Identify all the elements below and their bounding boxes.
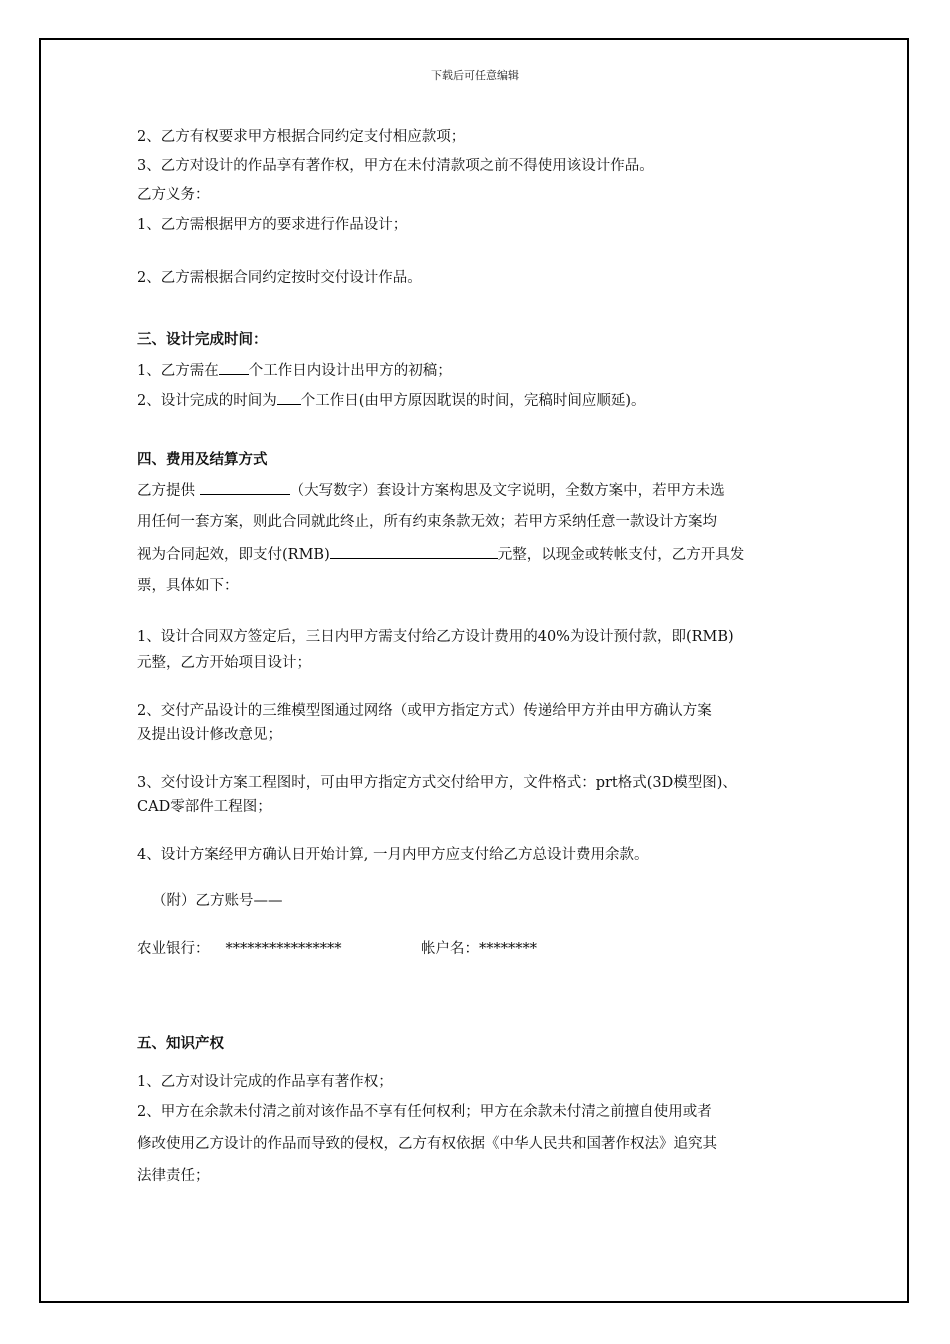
fee-para-line-3 bbox=[137, 544, 744, 565]
blank-amount bbox=[330, 544, 498, 559]
right-2: 2、乙方有权要求甲方根据合同约定支付相应款项； bbox=[137, 129, 466, 145]
blank-days-total bbox=[277, 390, 301, 405]
pay-item-3b: CAD零部件工程图； bbox=[137, 799, 272, 815]
time-line-2-start: 2、设计完成的时间为 bbox=[137, 393, 277, 409]
time-line-1-end: 个工作日内设计出甲方的初稿； bbox=[248, 363, 452, 379]
pay-item-1a: 1、设计合同双方签定后，三日内甲方需支付给乙方设计费用的40%为设计预付款，即(RMB) bbox=[137, 629, 734, 645]
time-line-1-start: 1、乙方需在 bbox=[137, 363, 219, 379]
fee-para-1-end: （大写数字）套设计方案构思及文字说明，全数方案中，若甲方未选 bbox=[289, 483, 725, 499]
page-header: 下载后可任意编辑 bbox=[431, 69, 519, 82]
account-title: （附）乙方账号—— bbox=[152, 893, 283, 909]
duty-title: 乙方义务： bbox=[137, 187, 210, 203]
pay-item-3a: 3、交付设计方案工程图时，可由甲方指定方式交付给甲方，文件格式：prt格式(3D模型图)、 bbox=[137, 775, 737, 791]
pay-item-2b: 及提出设计修改意见； bbox=[137, 727, 282, 743]
fee-para-line-1 bbox=[137, 480, 725, 501]
time-line-2 bbox=[137, 390, 646, 411]
right-3: 3、乙方对设计的作品享有著作权，甲方在未付清款项之前不得使用该设计作品。 bbox=[137, 158, 654, 174]
section-3-title: 三、设计完成时间： bbox=[137, 331, 268, 348]
bank-label: 农业银行： bbox=[137, 941, 210, 957]
bank-value: **************** bbox=[225, 941, 342, 957]
duty-1: 1、乙方需根据甲方的要求进行作品设计； bbox=[137, 217, 408, 233]
fee-para-1-start: 乙方提供 bbox=[137, 483, 200, 499]
fee-para-3-start: 视为合同起效，即支付(RMB) bbox=[137, 547, 330, 563]
account-name-label: 帐户名： bbox=[421, 941, 479, 957]
ip-line-1: 1、乙方对设计完成的作品享有著作权； bbox=[137, 1074, 393, 1090]
fee-para-line-2: 用任何一套方案，则此合同就此终止，所有约束条款无效；若甲方采纳任意一款设计方案均 bbox=[137, 514, 717, 530]
ip-line-4: 法律责任； bbox=[137, 1168, 210, 1184]
section-4-title: 四、费用及结算方式 bbox=[137, 451, 268, 468]
ip-line-3: 修改使用乙方设计的作品而导致的侵权，乙方有权依据《中华人民共和国著作权法》追究其 bbox=[137, 1136, 717, 1152]
account-name-value: ******** bbox=[479, 941, 537, 957]
duty-2: 2、乙方需根据合同约定按时交付设计作品。 bbox=[137, 270, 422, 286]
section-5-title: 五、知识产权 bbox=[137, 1035, 224, 1052]
ip-line-2: 2、甲方在余款未付清之前对该作品不享有任何权利；甲方在余款未付清之前擅自使用或者 bbox=[137, 1104, 712, 1120]
blank-days-draft bbox=[219, 360, 249, 375]
pay-item-4: 4、设计方案经甲方确认日开始计算, 一月内甲方应支付给乙方总设计费用余款。 bbox=[137, 847, 649, 863]
fee-para-line-4: 票，具体如下： bbox=[137, 578, 239, 594]
pay-item-2a: 2、交付产品设计的三维模型图通过网络（或甲方指定方式）传递给甲方并由甲方确认方案 bbox=[137, 703, 712, 719]
time-line-2-end: 个工作日(由甲方原因耽误的时间，完稿时间应顺延)。 bbox=[300, 393, 646, 409]
blank-plan-count bbox=[200, 480, 290, 495]
fee-para-3-end: 元整，以现金或转帐支付，乙方开具发 bbox=[497, 547, 745, 563]
account-name-line bbox=[421, 939, 537, 959]
pay-item-1b: 元整，乙方开始项目设计； bbox=[137, 655, 311, 671]
time-line-1 bbox=[137, 360, 452, 381]
bank-line bbox=[137, 939, 342, 959]
